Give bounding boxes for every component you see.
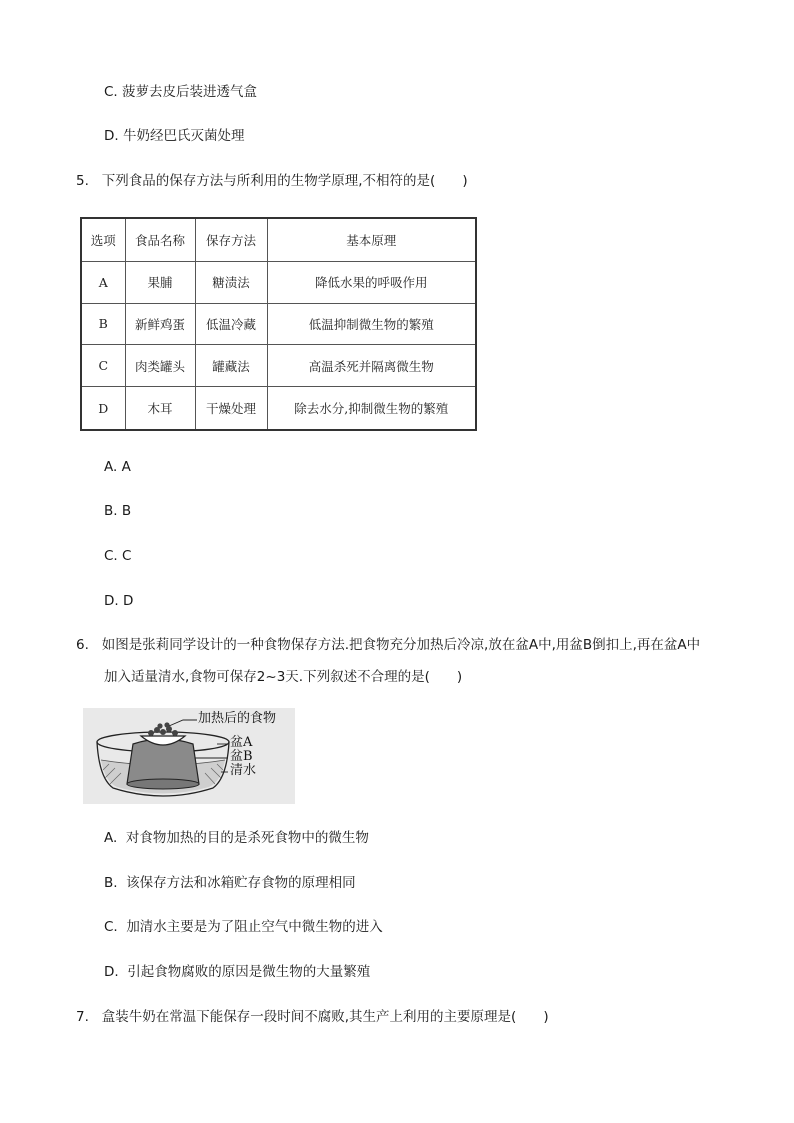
table-row xyxy=(81,345,476,387)
q5-option-a: A. A xyxy=(104,459,131,475)
question-5-stem: 5. 下列食品的保存方法与所利用的生物学原理,不相符的是( ) xyxy=(76,173,468,189)
storage-methods-table xyxy=(80,217,477,431)
table-header: 基本原理 xyxy=(267,218,476,261)
question-6-stem-line2: 加入适量清水,食物可保存2~3天.下列叙述不合理的是( ) xyxy=(104,669,463,685)
q6-option-c: C. 加清水主要是为了阻止空气中微生物的进入 xyxy=(104,919,383,935)
table-cell: 降低水果的呼吸作用 xyxy=(267,261,476,303)
table-row xyxy=(81,303,476,345)
table-cell: 果脯 xyxy=(125,261,195,303)
label-heated-food: 加热后的食物 xyxy=(198,711,277,726)
table-cell: C xyxy=(81,345,125,387)
q5-option-b: B. B xyxy=(104,503,132,519)
question-6-stem-line1: 6. 如图是张莉同学设计的一种食物保存方法.把食物充分加热后冷凉,放在盆A中,用盆B倒扣上,再在盆A中 xyxy=(76,637,701,653)
food-storage-figure xyxy=(83,708,295,804)
q6-option-a: A. 对食物加热的目的是杀死食物中的微生物 xyxy=(104,830,369,846)
label-water: 清水 xyxy=(230,763,257,778)
q5-option-c: C. C xyxy=(104,548,132,564)
label-basin-a: 盆A xyxy=(230,735,253,750)
table-cell: 除去水分,抑制微生物的繁殖 xyxy=(267,387,476,430)
question-7-stem: 7. 盒装牛奶在常温下能保存一段时间不腐败,其生产上利用的主要原理是( ) xyxy=(76,1009,549,1025)
table-row xyxy=(81,261,476,303)
option-d-prev: D. 牛奶经巴氏灭菌处理 xyxy=(104,128,245,144)
table-cell: A xyxy=(81,261,125,303)
table-cell: B xyxy=(81,303,125,345)
table-cell: 低温抑制微生物的繁殖 xyxy=(267,303,476,345)
table-cell: 木耳 xyxy=(125,387,195,430)
table-cell: 低温冷藏 xyxy=(195,303,267,345)
option-c-prev: C. 菠萝去皮后装进透气盒 xyxy=(104,84,258,100)
table-cell: 新鲜鸡蛋 xyxy=(125,303,195,345)
q6-option-b: B. 该保存方法和冰箱贮存食物的原理相同 xyxy=(104,875,356,891)
table-cell: 高温杀死并隔离微生物 xyxy=(267,345,476,387)
table-cell: 干燥处理 xyxy=(195,387,267,430)
table-cell: 罐藏法 xyxy=(195,345,267,387)
table-cell: D xyxy=(81,387,125,430)
q5-option-d: D. D xyxy=(104,593,134,609)
table-row xyxy=(81,387,476,430)
label-basin-b: 盆B xyxy=(230,749,253,764)
table-cell: 糖渍法 xyxy=(195,261,267,303)
table-header: 保存方法 xyxy=(195,218,267,261)
table-header: 选项 xyxy=(81,218,125,261)
table-header: 食品名称 xyxy=(125,218,195,261)
table-header-row xyxy=(81,218,476,261)
table-cell: 肉类罐头 xyxy=(125,345,195,387)
q6-option-d: D. 引起食物腐败的原因是微生物的大量繁殖 xyxy=(104,964,371,980)
